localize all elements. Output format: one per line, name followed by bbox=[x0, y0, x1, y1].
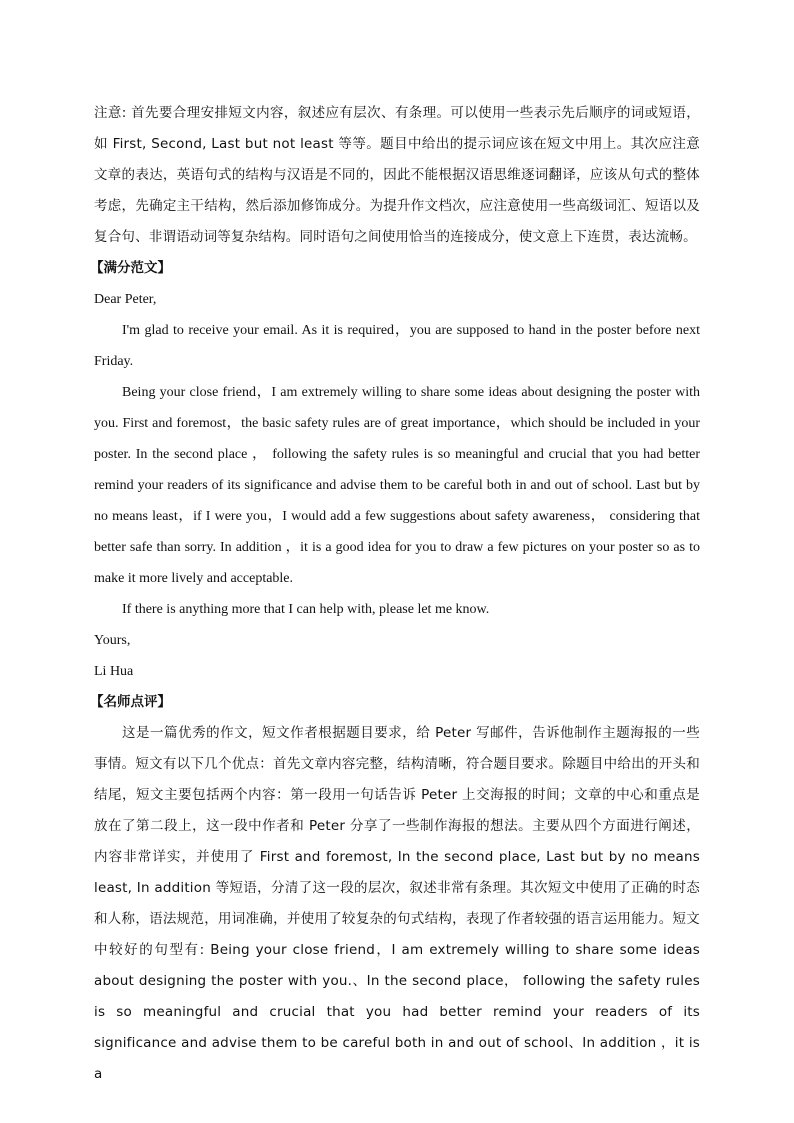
model-essay-heading: 【满分范文】 bbox=[90, 260, 171, 276]
letter-closing: Yours, bbox=[94, 633, 131, 648]
letter-salutation: Dear Peter, bbox=[94, 292, 157, 307]
letter-paragraph-3: If there is anything more that I can help with, please let me know. bbox=[122, 602, 490, 617]
letter-paragraph-1: I'm glad to receive your email. As it is required，you are supposed to hand in the poster before next Friday. bbox=[94, 323, 700, 369]
document-page bbox=[90, 98, 700, 1090]
writing-notes: 注意: 首先要合理安排短文内容，叙述应有层次、有条理。可以使用一些表示先后顺序的词或短语，如 First, Second, Last but not least 等等。题目中给出的提示词应该在短文中用上。其次应注意文章的表达，英语句式的结构与汉语是不同的，因此不能根据汉语思维逐词翻译，应该从句式的整体考虑，先确定主干结构，然后添加修饰成分。为提升作文档次，应注意使用一些高级词汇、短语以及复合句、非谓语动词等复杂结构。同时语句之间使用恰当的连接成分，使文意上下连贯，表达流畅。 bbox=[94, 105, 700, 245]
commentary-text: 这是一篇优秀的作文，短文作者根据题目要求，给 Peter 写邮件，告诉他制作主题海报的一些事情。短文有以下几个优点：首先文章内容完整，结构清晰，符合题目要求。除题目中给出的开头和结尾，短文主要包括两个内容：第一段用一句话告诉 Peter 上交海报的时间；文章的中心和重点是放在了第二段上，这一段中作者和 Peter 分享了一些制作海报的想法。主要从四个方面进行阐述，内容非常详实，并使用了 First and foremost, In the second place, Last but by no means least, In addition 等短语，分清了这一段的层次，叙述非常有条理。其次短文中使用了正确的时态和人称，语法规范，用词准确，并使用了较复杂的句式结构，表现了作者较强的语言运用能力。短文中较好的句型有: Being your close friend，I am extremely willing to share some ideas about designing the poster with you.、In the second place， following the safety rules is so meaningful and crucial that you had better remind your readers of its significance and advise them to be careful both in and out of school、In addition ，it is a bbox=[94, 725, 700, 1082]
letter-paragraph-2: Being your close friend，I am extremely willing to share some ideas about designing the poster with you. First and foremost，the basic safety rules are of great importance，which should be included in your poster. In the second place ， following the safety rules is so meaningful and crucial that you had better remind your readers of its significance and advise them to be careful both in and out of school. Last but by no means least，if I were you，I would add a few suggestions about safety awareness， considering that better safe than sorry. In addition ，it is a good idea for you to draw a few pictures on your poster so as to make it more lively and acceptable. bbox=[94, 385, 700, 586]
letter-signature: Li Hua bbox=[94, 664, 134, 679]
commentary-heading: 【名师点评】 bbox=[90, 694, 171, 710]
